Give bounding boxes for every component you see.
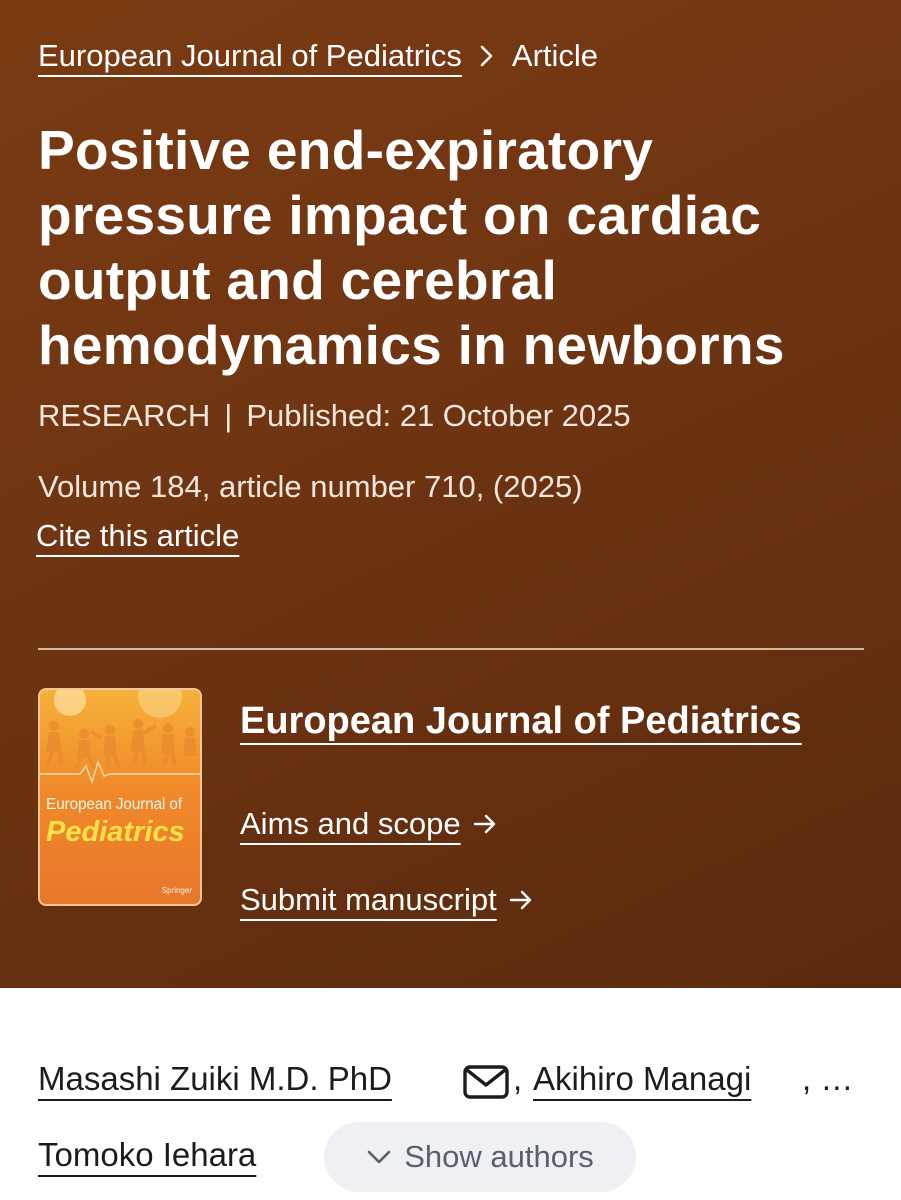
author-link[interactable]: Tomoko Iehara	[38, 1136, 257, 1173]
arrow-right-icon	[473, 813, 497, 835]
breadcrumb-current: Article	[511, 38, 599, 73]
breadcrumb-journal-link[interactable]: European Journal of Pediatrics	[38, 38, 462, 73]
submit-manuscript-link[interactable]	[240, 882, 533, 918]
article-type: RESEARCH	[38, 398, 211, 433]
cover-children-illustration	[40, 690, 200, 794]
chevron-right-icon	[480, 45, 494, 67]
author-ellipsis: , …	[802, 1060, 854, 1097]
chevron-down-icon	[366, 1149, 392, 1165]
mail-icon[interactable]	[462, 1064, 510, 1108]
article-title: Positive end-expiratory pressure impact on cardiac output and cerebral hemodynamics in newborns	[38, 119, 785, 376]
submit-manuscript-label: Submit manuscript	[240, 882, 497, 917]
breadcrumb	[38, 38, 598, 74]
aims-and-scope-link[interactable]	[240, 806, 497, 842]
show-authors-button[interactable]	[324, 1122, 636, 1192]
published-date: Published: 21 October 2025	[246, 398, 631, 433]
cover-title-big: Pediatrics	[46, 816, 185, 848]
meta-separator: |	[224, 398, 233, 433]
cite-article-link[interactable]: Cite this article	[36, 518, 240, 553]
author-link[interactable]: Masashi Zuiki M.D. PhD	[38, 1060, 392, 1097]
arrow-right-icon	[509, 889, 533, 911]
journal-cover-image[interactable]	[38, 688, 202, 906]
cover-title-small: European Journal of	[46, 796, 182, 813]
author-separator: ,	[513, 1060, 523, 1097]
cover-publisher: Springer	[161, 886, 192, 895]
show-authors-label: Show authors	[404, 1139, 594, 1174]
aims-and-scope-label: Aims and scope	[240, 806, 461, 841]
volume-info: Volume 184, article number 710, (2025)	[38, 469, 583, 504]
author-link[interactable]: Akihiro Managi	[533, 1060, 752, 1097]
article-meta	[38, 398, 631, 434]
journal-name-link[interactable]: European Journal of Pediatrics	[240, 700, 802, 742]
divider	[38, 648, 864, 650]
